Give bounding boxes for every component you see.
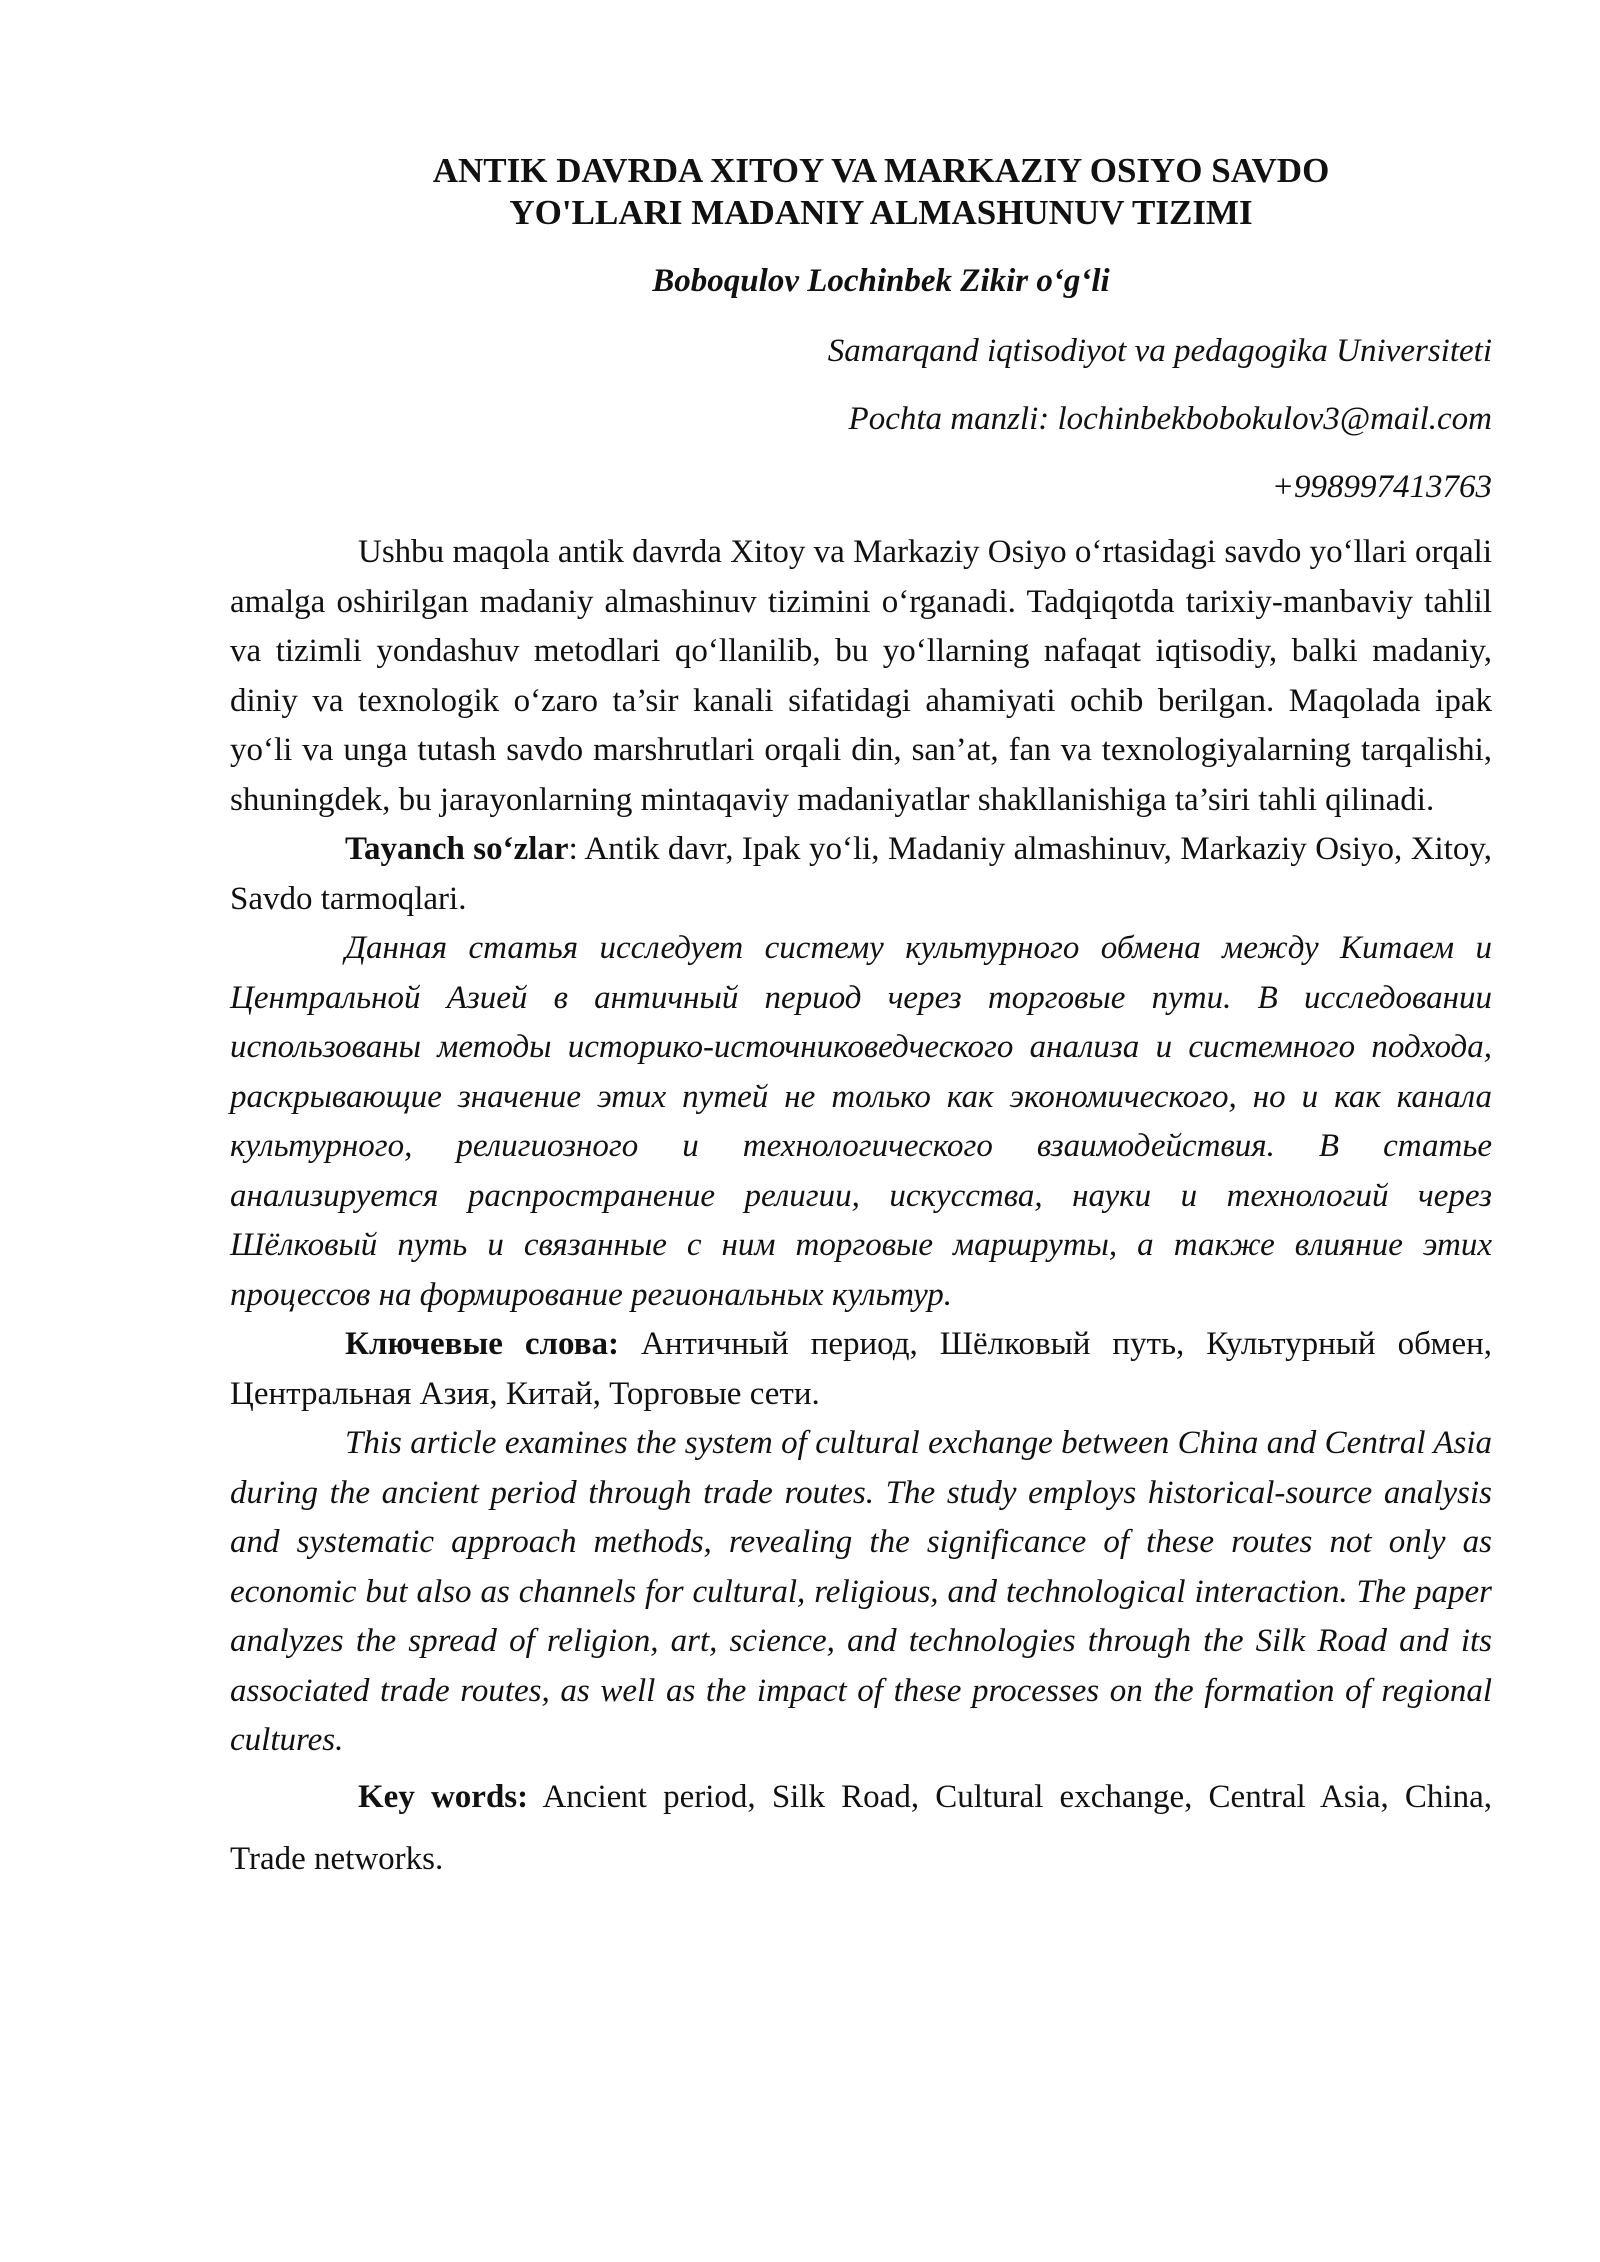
- keywords-english: [230, 1766, 1492, 1890]
- abstract-english: This article examines the system of cultural exchange between China and Central Asia during the ancient period through trade routes. The study employs historical-source analysis and systematic approach methods, revealing the significance of these routes not only as economic but also as channels for cultural, religious, and technological interaction. The paper analyzes the spread of religion, art, science, and technologies through the Silk Road and its associated trade routes, as well as the impact of these processes on the formation of regional cultures.: [230, 1425, 1492, 1758]
- keywords-russian-label: Ключевые слова:: [345, 1326, 620, 1362]
- paper-title-line-1: ANTIK DAVRDA XITOY VA MARKAZIY OSIYO SAVDO: [432, 151, 1330, 190]
- keywords-russian: [230, 1320, 1492, 1419]
- abstract-uzbek: Ushbu maqola antik davrda Xitoy va Markaziy Osiyo o‘rtasidagi savdo yo‘llari orqali amalga oshirilgan madaniy almashinuv tizimini o‘rganadi. Tadqiqotda tarixiy-manbaviy tahlil va tizimli yondashuv metodlari qo‘llanilib, bu yo‘llarning nafaqat iqtisodiy, balki madaniy, diniy va texnologik o‘zaro ta’sir kanali sifatidagi ahamiyati ochib berilgan. Maqolada ipak yo‘li va unga tutash savdo marshrutlari orqali din, san’at, fan va texnologiyalarning tarqalishi, shuningdek, bu jarayonlarning mintaqaviy madaniyatlar shakllanishiga ta’siri tahli qilinadi.: [230, 534, 1492, 818]
- author-email: Pochta manzli: lochinbekbobokulov3@mail.com: [848, 401, 1492, 437]
- paper-title: [230, 150, 1492, 234]
- keywords-uzbek: [230, 825, 1492, 924]
- keywords-english-text: Ancient period, Silk Road, Cultural exchange, Central Asia, China, Trade networks.: [230, 1778, 1492, 1877]
- abstract-russian: Данная статья исследует систему культурного обмена между Китаем и Центральной Азией в античный период через торговые пути. В исследовании использованы методы историко-источниковедческого анализа и системного подхода, раскрывающие значение этих путей не только как экономического, но и как канала культурного, религиозного и технологического взаимодействия. В статье анализируется распространение религии, искусства, науки и технологий через Шёлковый путь и связанные с ним торговые маршруты, а также влияние этих процессов на формирование региональных культур.: [230, 930, 1492, 1313]
- paper-page: [230, 150, 1492, 1890]
- paper-title-line-2: YO'LLARI MADANIY ALMASHUNUV TIZIMI: [509, 193, 1253, 232]
- author-phone: +998997413763: [1271, 469, 1492, 505]
- author-name: Boboqulov Lochinbek Zikir o‘g‘li: [652, 263, 1110, 299]
- keywords-uzbek-text: : Antik davr, Ipak yo‘li, Madaniy almashinuv, Markaziy Osiyo, Xitoy, Savdo tarmoqlari.: [230, 831, 1493, 917]
- keywords-russian-text: Античный период, Шёлковый путь, Культурный обмен, Центральная Азия, Китай, Торговые сети.: [230, 1326, 1492, 1412]
- keywords-uzbek-label: Tayanch so‘zlar: [345, 831, 569, 867]
- author-university: Samarqand iqtisodiyot va pedagogika Universiteti: [827, 333, 1492, 369]
- keywords-english-label: Key words:: [358, 1778, 529, 1815]
